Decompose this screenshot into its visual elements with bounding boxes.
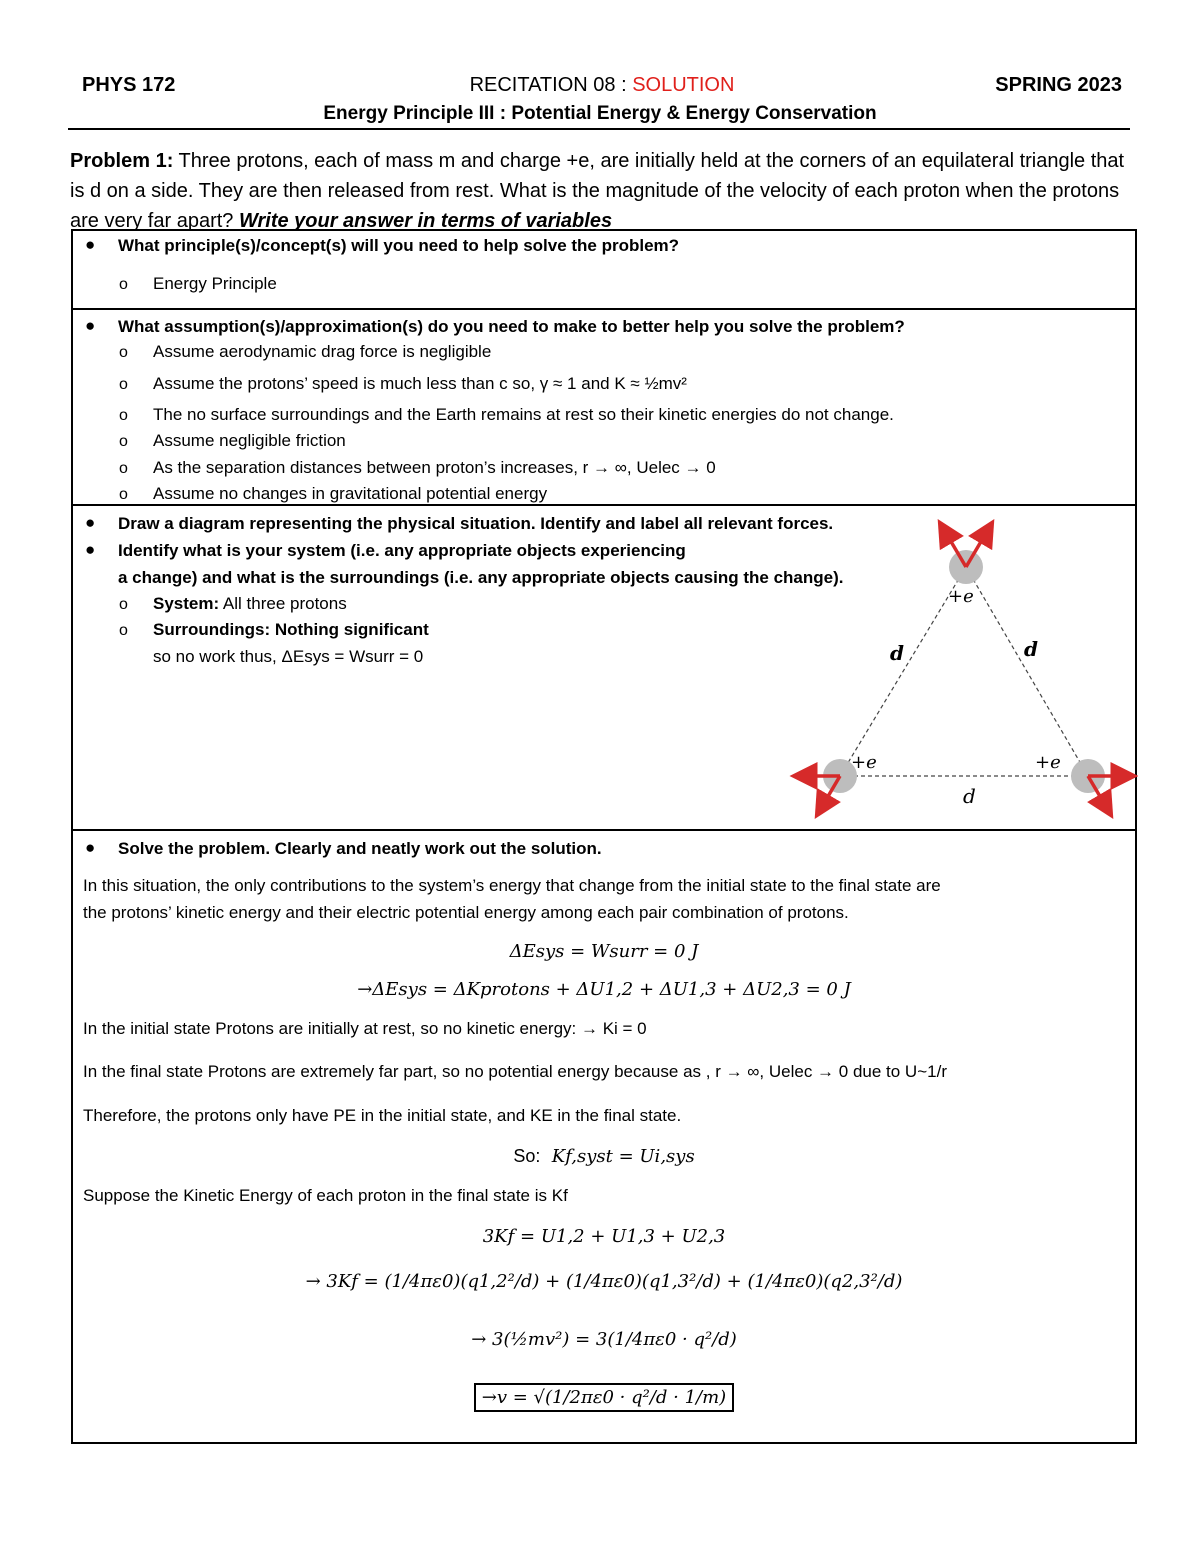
sub-bullet-icon: o: [119, 486, 128, 503]
equation-coulomb-sum: → 3Kf = (1/4πε0)(q1,2²/d) + (1/4πε0)(q1,3²/d) + (1/4πε0)(q2,3²/d): [305, 1271, 903, 1292]
course-code: PHYS 172: [82, 74, 176, 96]
sub-bullet-icon: o: [119, 460, 128, 477]
sub-bullet-icon: o: [119, 596, 128, 613]
system-question-line1: Identify what is your system (i.e. any appropriate objects experiencing: [118, 541, 686, 560]
so-equation: Kf,syst = Ui,sys: [551, 1146, 695, 1167]
assumptions-question: What assumption(s)/approximation(s) do you need to make to better help you solve the problem?: [118, 317, 905, 336]
bullet-icon: ●: [85, 316, 96, 335]
side-label-left: d: [890, 641, 904, 665]
equation-kinetic-sum: 3Kf = U1,2 + U1,3 + U2,3: [482, 1226, 726, 1247]
equation-simplified: → 3(½mv²) = 3(1/4πε0 · q²/d): [471, 1329, 737, 1350]
solution-paragraph-line1: In this situation, the only contributions to the system’s energy that change from the initial state to the final state are: [83, 876, 941, 895]
title-prefix: RECITATION 08 :: [469, 74, 633, 96]
subtitle: Energy Principle III : Potential Energy & Energy Conservation: [323, 103, 877, 124]
equation-energy-breakdown: →ΔEsys = ΔKprotons + ΔU1,2 + ΔU1,3 + ΔU2,3 = 0 J: [357, 979, 851, 1000]
surroundings-item: [153, 620, 429, 640]
assumption-item: Assume negligible friction: [153, 431, 346, 450]
so-label: So:: [513, 1146, 541, 1166]
suppose-line: Suppose the Kinetic Energy of each proton in the final state is Kf: [83, 1186, 568, 1205]
principles-question: What principle(s)/concept(s) will you need to help solve the problem?: [118, 236, 680, 255]
equation-so: [73, 1146, 1135, 1167]
principle-item: Energy Principle: [153, 274, 277, 293]
assumption-item: Assume no changes in gravitational potential energy: [153, 484, 548, 503]
initial-state-line: In the initial state Protons are initially at rest, so no kinetic energy: → Ki = 0: [83, 1019, 647, 1038]
problem-text: Three protons, each of mass m and charge +e, are initially held at the corners of an equilateral triangle that is d on a side. They are then released from rest. What is the magnitude of the velocity of each proton when the protons are very far apart?: [70, 150, 1125, 232]
assumption-item: As the separation distances between proton’s increases, r → ∞, Uelec → 0: [153, 458, 716, 477]
charge-label-top: +e: [948, 586, 974, 607]
bullet-icon: ●: [85, 838, 96, 857]
assumption-item: Assume aerodynamic drag force is negligible: [153, 342, 492, 361]
sub-bullet-icon: o: [119, 622, 128, 639]
proton-triangle-diagram: [788, 510, 1138, 825]
sub-bullet-icon: o: [119, 407, 128, 424]
header-divider: [68, 128, 1130, 130]
problem-lead: Problem 1:: [70, 150, 174, 172]
no-work-note: so no work thus, ΔEsys = Wsurr = 0: [153, 647, 424, 666]
problem-statement: [70, 146, 1130, 236]
section-principles: [71, 229, 1137, 310]
system-label: System:: [153, 594, 220, 613]
therefore-line: Therefore, the protons only have PE in the initial state, and KE in the final state.: [83, 1106, 682, 1125]
assumption-item: The no surface surroundings and the Earth remains at rest so their kinetic energies do not change.: [153, 405, 894, 424]
side-label-right: d: [1024, 637, 1038, 661]
term: SPRING 2023: [995, 74, 1122, 96]
assumption-item: Assume the protons’ speed is much less than c so, γ ≈ 1 and K ≈ ½mv²: [153, 374, 687, 393]
charge-label-left: +e: [851, 752, 877, 773]
final-state-line: In the final state Protons are extremely far part, so no potential energy because as , r → ∞, Uelec → 0 due to U~1/r: [83, 1062, 947, 1081]
system-value: All three protons: [219, 594, 347, 613]
problem-emphasis: Write your answer in terms of variables: [238, 210, 613, 232]
sub-bullet-icon: o: [119, 433, 128, 450]
solution-question: Solve the problem. Clearly and neatly work out the solution.: [118, 839, 602, 858]
sub-bullet-icon: o: [119, 344, 128, 361]
answer-box: →v = √(1/2πε0 · q²/d · 1/m): [474, 1383, 734, 1412]
bullet-icon: ●: [85, 235, 96, 254]
section-assumptions: [71, 308, 1137, 506]
system-item: [153, 594, 347, 614]
side-label-bottom: d: [963, 784, 976, 808]
page-header: [82, 74, 1122, 102]
equation-final-answer: [73, 1383, 1135, 1412]
charge-label-right: +e: [1035, 752, 1061, 773]
bullet-icon: ●: [85, 540, 96, 559]
system-question-line2: a change) and what is the surroundings (i.e. any appropriate objects causing the change).: [118, 568, 844, 587]
bullet-icon: ●: [85, 513, 96, 532]
sub-bullet-icon: o: [119, 276, 128, 293]
sub-bullet-icon: o: [119, 376, 128, 393]
recitation-title: [82, 74, 1122, 97]
section-diagram-system: [71, 504, 1137, 831]
section-solution: [71, 829, 1137, 1444]
solution-label: SOLUTION: [632, 74, 735, 96]
solution-paragraph-line2: the protons’ kinetic energy and their electric potential energy among each pair combination of protons.: [83, 903, 849, 922]
surroundings-label: Surroundings: Nothing significant: [153, 620, 429, 639]
diagram-question: Draw a diagram representing the physical situation. Identify and label all relevant forces.: [118, 514, 834, 533]
equation-energy-principle: ΔEsys = Wsurr = 0 J: [509, 941, 699, 962]
